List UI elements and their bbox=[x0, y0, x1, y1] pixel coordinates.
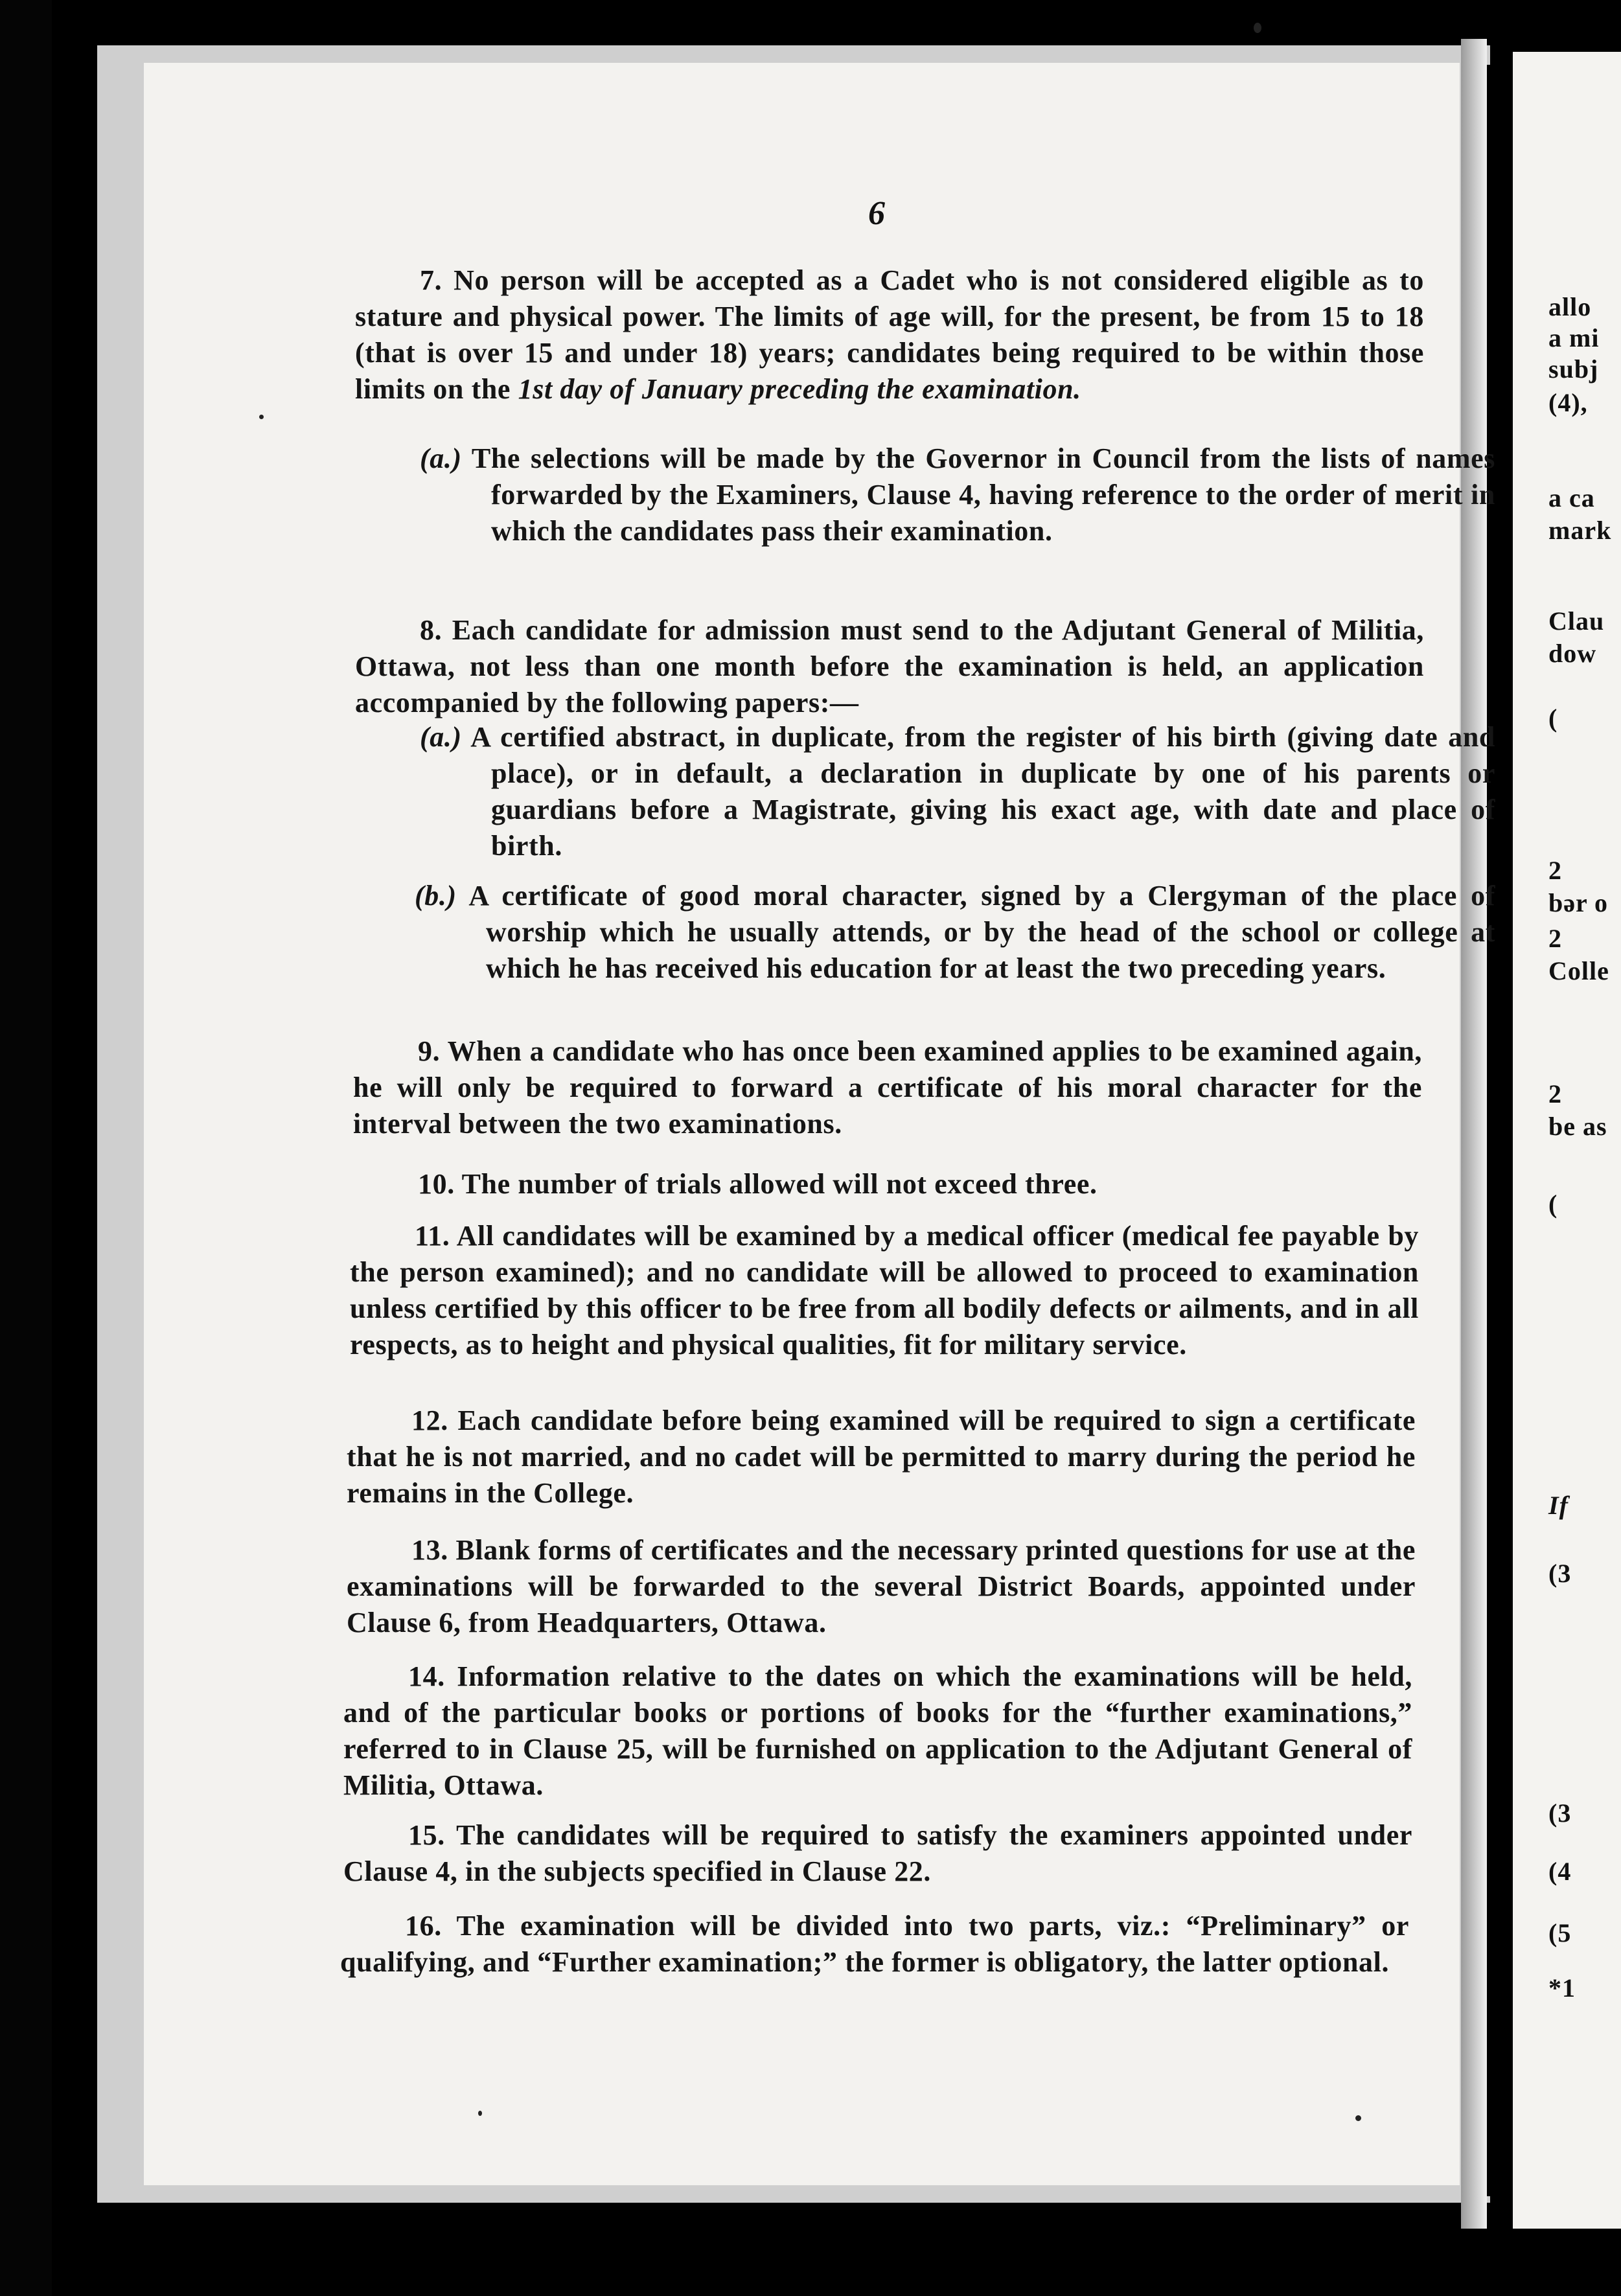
sub-text: The selections will be made by the Governor in Council from the lists of names forwarded by the Examiners, Clause 4, having reference to the order of merit in which the candidates pass their examination. bbox=[471, 442, 1496, 547]
facing-fragment: Colle bbox=[1548, 956, 1609, 985]
facing-fragment: a ca bbox=[1548, 483, 1595, 512]
clause-text: 13. Blank forms of certificates and the necessary printed questions for use at the examinations will be forwarded to the several District Boards, appointed under Clause 6, from Headquarters, Ottawa. bbox=[347, 1534, 1416, 1638]
clause-text: 14. Information relative to the dates on which the examinations will be held, and of the particular books or portions of books for the “further examinations,” referred to in Clause 25, will be furnished on application to the Adjutant General of Militia, Ottawa. bbox=[343, 1660, 1412, 1801]
clause-text: 12. Each candidate before being examined will be required to sign a certificate that he is not married, and no cadet will be permitted to marry during the period he remains in the College. bbox=[347, 1405, 1416, 1509]
clause-11 bbox=[350, 1218, 1419, 1363]
facing-fragment: subj bbox=[1548, 354, 1599, 384]
facing-fragment: If bbox=[1548, 1491, 1569, 1520]
scan-speck bbox=[1355, 2115, 1361, 2121]
clause-8a bbox=[420, 719, 1495, 864]
clause-14 bbox=[343, 1659, 1412, 1804]
page-number: 6 bbox=[868, 195, 885, 232]
clause-text: 8. Each candidate for admission must send to the Adjutant General of Militia, Ottawa, not less than one month before the examination is held, an application accompanied by the following papers:— bbox=[355, 614, 1424, 718]
clause-15 bbox=[343, 1817, 1412, 1890]
facing-fragment: 2 bbox=[1548, 1079, 1562, 1108]
scan-speck bbox=[1254, 23, 1261, 33]
sub-text: A certificate of good moral character, signed by a Clergyman of the place of worship which he usually attends, or by the head of the school or college at which he has received his education for at least the two preceding years. bbox=[468, 880, 1495, 984]
facing-fragment: ( bbox=[1548, 1189, 1558, 1219]
facing-fragment: ( bbox=[1548, 704, 1558, 733]
sub-text: A certified abstract, in duplicate, from the register of his birth (giving date and place), or in default, a declaration in duplicate by one of his parents or guardians before a Magistrate, giving his exact age, with date and place of birth. bbox=[470, 721, 1495, 862]
facing-fragment: dow bbox=[1548, 639, 1597, 668]
sub-label: (b.) bbox=[415, 880, 457, 912]
clause-12 bbox=[347, 1403, 1416, 1511]
clause-7a bbox=[420, 441, 1495, 549]
facing-fragment: *1 bbox=[1548, 1973, 1576, 2003]
facing-fragment: 2 bbox=[1548, 924, 1562, 953]
facing-fragment: (4), bbox=[1548, 388, 1588, 417]
facing-fragment: (4 bbox=[1548, 1857, 1572, 1886]
facing-fragment: (3 bbox=[1548, 1559, 1572, 1588]
scan-speck bbox=[478, 2111, 482, 2116]
facing-fragment: bər o bbox=[1548, 888, 1609, 917]
spine-shadow bbox=[1461, 39, 1487, 2229]
clause-text: 9. When a candidate who has once been examined applies to be examined again, he will only be required to forward a certificate of his moral character for the interval between the two examinations. bbox=[353, 1035, 1422, 1140]
clause-text: 15. The candidates will be required to satisfy the examiners appointed under Clause 4, in the subjects specified in Clause 22. bbox=[343, 1819, 1412, 1887]
binding-gutter bbox=[1487, 65, 1513, 2196]
sub-label: (a.) bbox=[420, 721, 462, 753]
facing-fragment: (3 bbox=[1548, 1798, 1572, 1828]
clause-7 bbox=[355, 262, 1424, 408]
facing-page bbox=[1513, 52, 1621, 2229]
film-border bbox=[0, 0, 52, 2296]
clause-text: 7. No person will be accepted as a Cadet who is not considered eligible as to stature and physical power. The limits of age will, for the present, be from 15 to 18 (that is over 15 and under 18) years; candidates being required to be within those limits on the bbox=[355, 264, 1424, 405]
clause-9 bbox=[353, 1033, 1422, 1142]
clause-13 bbox=[347, 1532, 1416, 1641]
clause-16 bbox=[340, 1908, 1409, 1980]
clause-text: 11. All candidates will be examined by a medical officer (medical fee payable by the person examined); and no candidate will be allowed to proceed to examination unless certified by this officer to be free from all bodily defects or ailments, and in all respects, as to height and physical qualities, fit for military service. bbox=[350, 1220, 1419, 1360]
clause-italic-text: 1st day of January preceding the examination. bbox=[518, 373, 1081, 405]
facing-fragment: allo bbox=[1548, 292, 1592, 321]
facing-fragment: mark bbox=[1548, 516, 1612, 545]
clause-text: 16. The examination will be divided into two parts, viz.: “Preliminary” or qualifying, and “Further examination;” the former is obligatory, the latter optional. bbox=[340, 1910, 1409, 1978]
scan-speck bbox=[259, 415, 264, 419]
clause-10 bbox=[353, 1166, 1422, 1202]
facing-fragment: be as bbox=[1548, 1112, 1607, 1141]
clause-text: 10. The number of trials allowed will not exceed three. bbox=[418, 1168, 1098, 1200]
sub-label: (a.) bbox=[420, 442, 462, 474]
facing-fragment: (5 bbox=[1548, 1918, 1572, 1947]
clause-8b bbox=[415, 878, 1495, 987]
facing-fragment: 2 bbox=[1548, 856, 1562, 885]
facing-fragment: Clau bbox=[1548, 606, 1605, 636]
clause-8 bbox=[355, 612, 1424, 721]
facing-fragment: a mi bbox=[1548, 323, 1600, 352]
